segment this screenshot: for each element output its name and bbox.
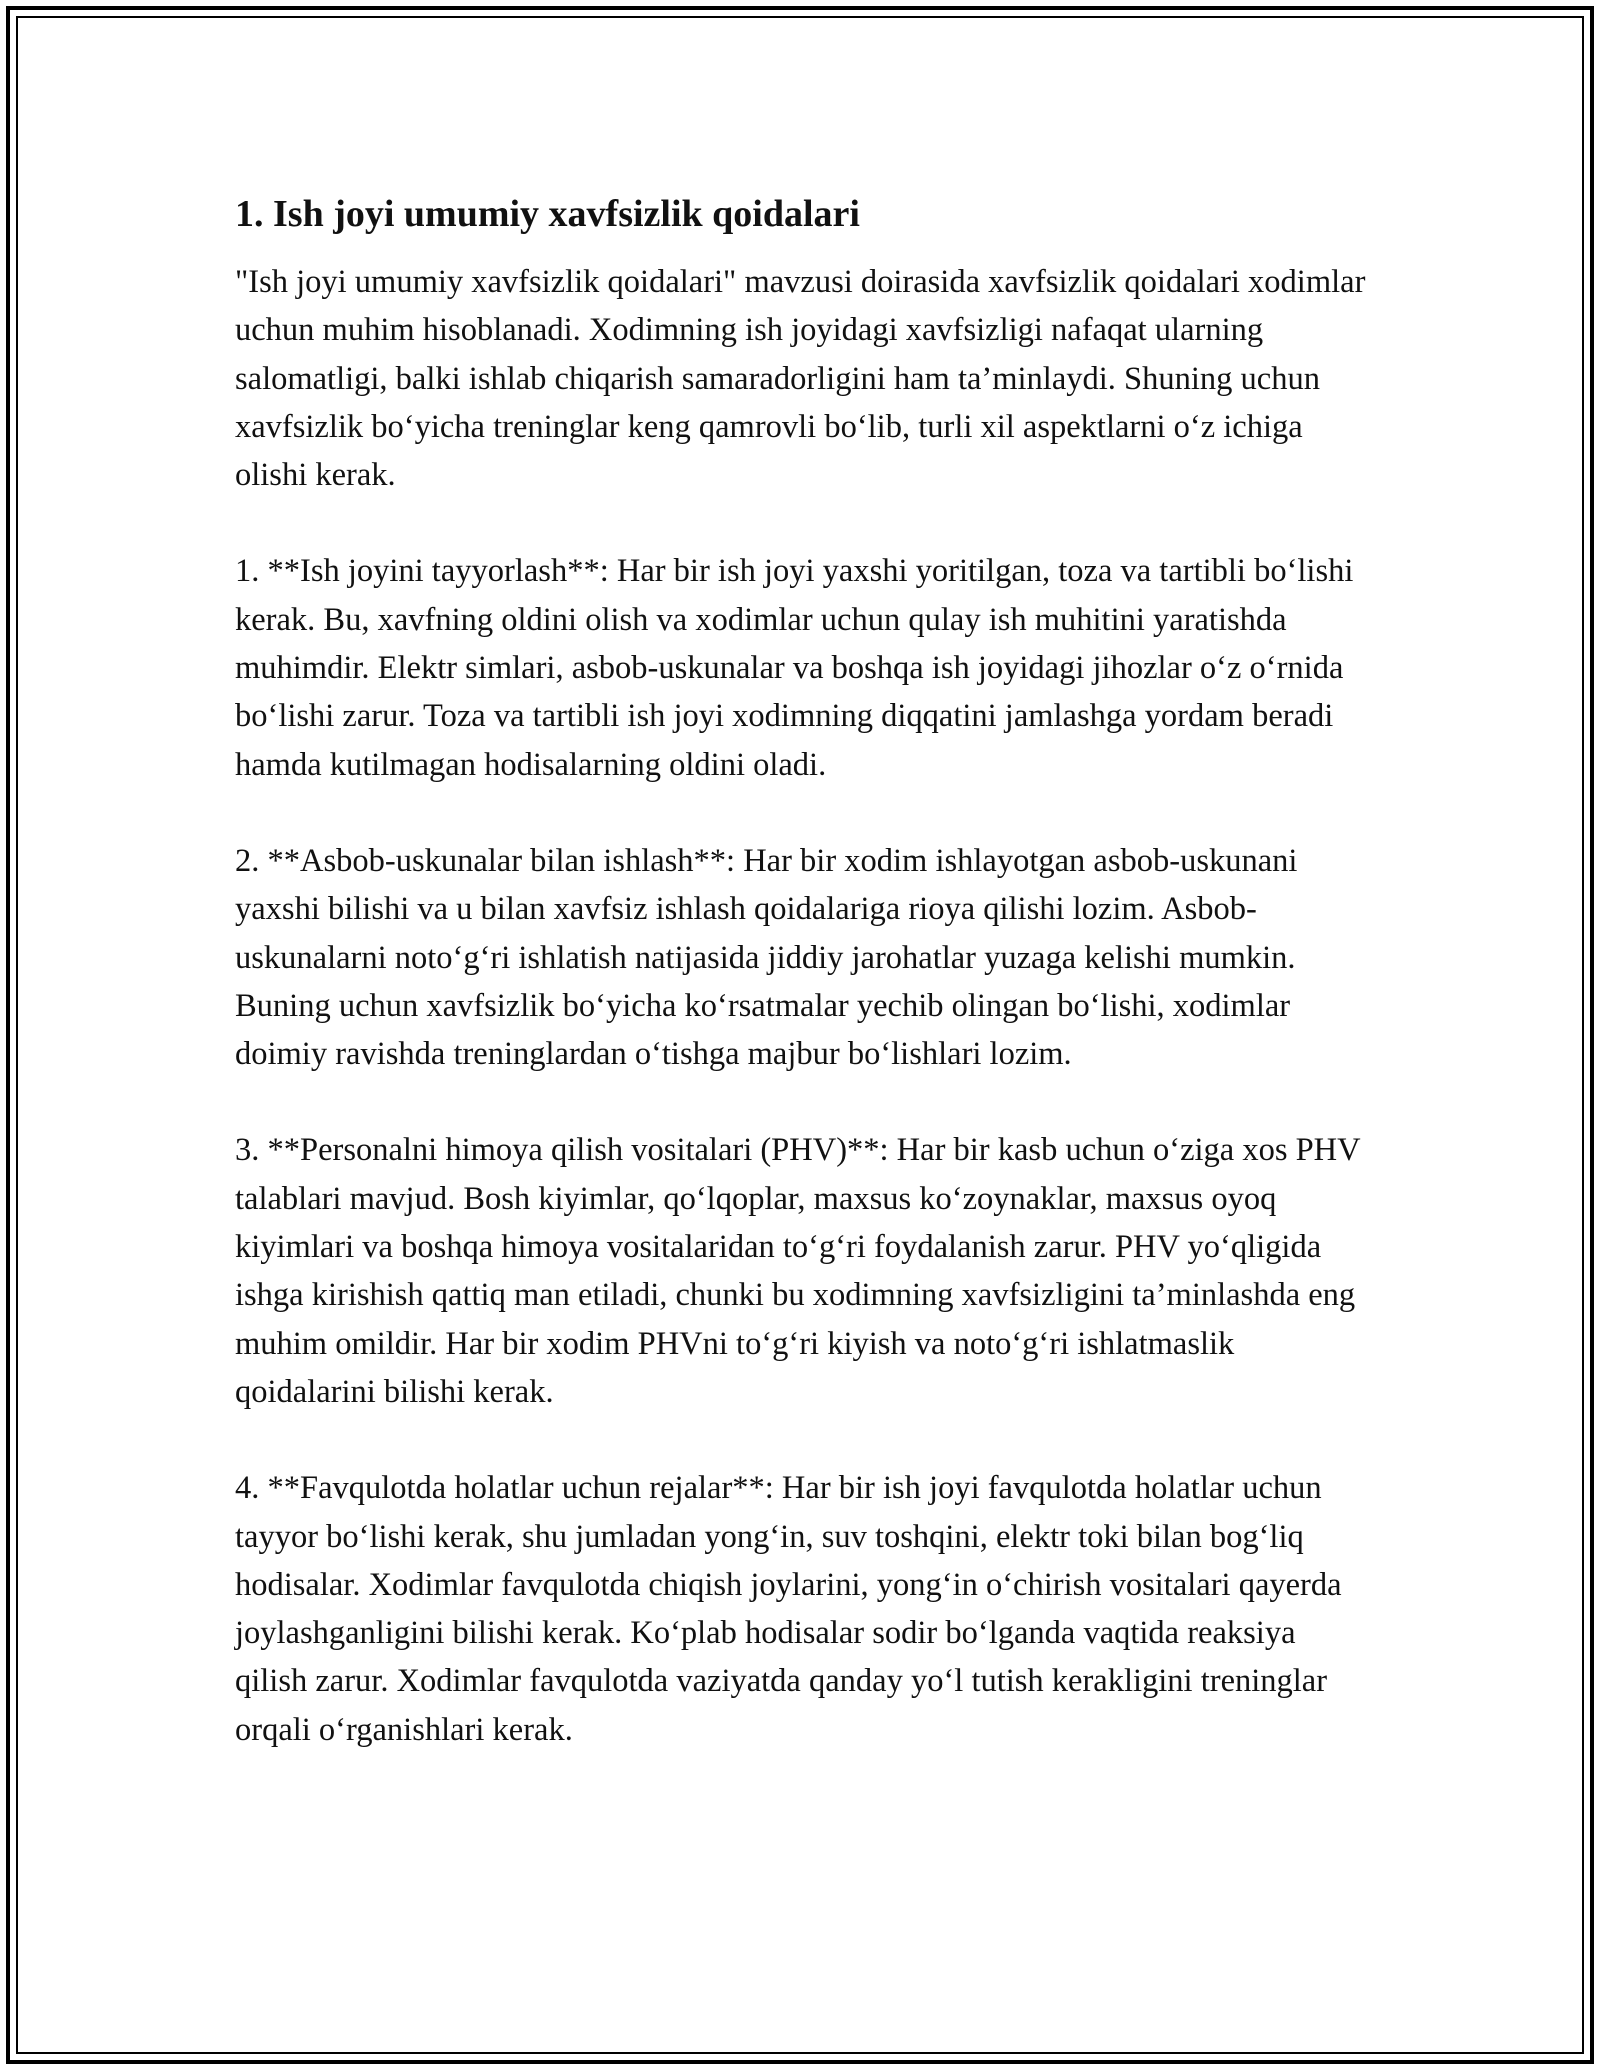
intro-paragraph: "Ish joyi umumiy xavfsizlik qoidalari" mavzusi doirasida xavfsizlik qoidalari xodimlar uchun muhim hisoblanadi. Xodimning ish joyidagi xavfsizligi nafaqat ularning salomatligi, balki ishlab chiqarish samaradorligini ham ta’minlaydi. Shuning uchun xavfsizlik bo‘yicha treninglar keng qamrovli bo‘lib, turli xil aspektlarni o‘z ichiga olishi kerak. <box>235 264 1366 494</box>
paragraph-workplace-preparation: 1. **Ish joyini tayyorlash**: Har bir ish joyi yaxshi yoritilgan, toza va tartibli bo‘lishi kerak. Bu, xavfning oldini olish va xodimlar uchun qulay ish muhitini yaratishda muhimdir. Elektr simlari, asbob-uskunalar va boshqa ish joyidagi jihozlar o‘z o‘rnida bo‘lishi zarur. Toza va tartibli ish joyi xodimning diqqatini jamlashga yordam beradi hamda kutilmagan hodisalarning oldini oladi. <box>235 553 1354 783</box>
paragraph-protective-equipment: 3. **Personalni himoya qilish vositalari (PHV)**: Har bir kasb uchun o‘ziga xos PHV talablari mavjud. Bosh kiyimlar, qo‘lqoplar, maxsus ko‘zoynaklar, maxsus oyoq kiyimlari va boshqa himoya vositalaridan to‘g‘ri foydalanish zarur. PHV yo‘qligida ishga kirishish qattiq man etiladi, chunki bu xodimning xavfsizligini ta’minlashda eng muhim omildir. Har bir xodim PHVni to‘g‘ri kiyish va noto‘g‘ri ishlatmaslik qoidalarini bilishi kerak. <box>235 1132 1361 1410</box>
document-title: 1. Ish joyi umumiy xavfsizlik qoidalari <box>235 193 860 235</box>
paragraph-emergency-plans: 4. **Favqulotda holatlar uchun rejalar**: Har bir ish joyi favqulotda holatlar uchun tayyor bo‘lishi kerak, shu jumladan yong‘in, suv toshqini, elektr toki bilan bog‘liq hodisalar. Xodimlar favqulotda chiqish joylarini, yong‘in o‘chirish vositalari qayerda joylashganligini bilishi kerak. Ko‘plab hodisalar sodir bo‘lganda vaqtida reaksiya qilish zarur. Xodimlar favqulotda vaziyatda qanday yo‘l tutish kerakligini treninglar orqali o‘rganishlari kerak. <box>235 1470 1342 1748</box>
document-body <box>235 190 1370 1754</box>
paragraph-equipment-handling: 2. **Asbob-uskunalar bilan ishlash**: Har bir xodim ishlayotgan asbob-uskunani yaxshi bilishi va u bilan xavfsiz ishlash qoidalariga rioya qilishi lozim. Asbob-uskunalarni noto‘g‘ri ishlatish natijasida jiddiy jarohatlar yuzaga kelishi mumkin. Buning uchun xavfsizlik bo‘yicha ko‘rsatmalar yechib olingan bo‘lishi, xodimlar doimiy ravishda treninglardan o‘tishga majbur bo‘lishlari lozim. <box>235 842 1298 1073</box>
